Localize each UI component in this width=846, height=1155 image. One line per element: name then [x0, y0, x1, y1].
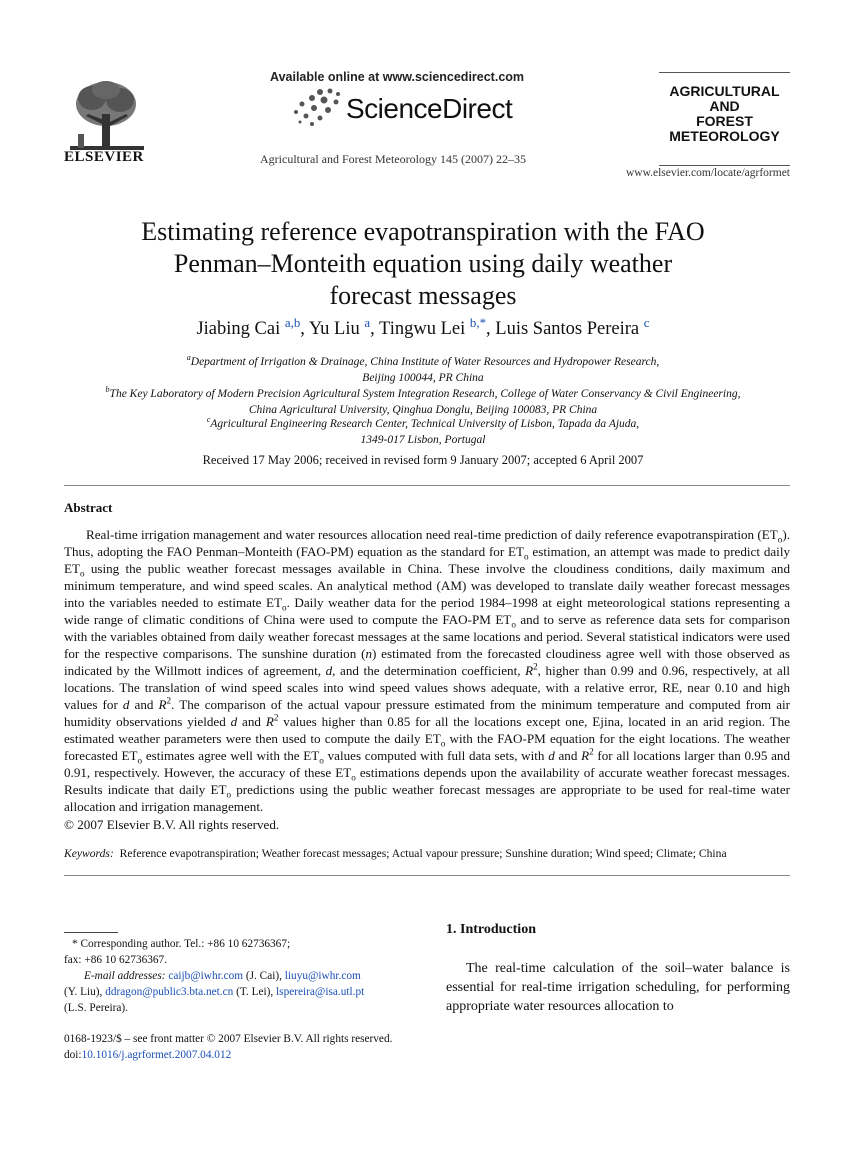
issn-text: 0168-1923/$ – see front matter — [64, 1033, 204, 1045]
abstract-body: Real-time irrigation management and water resources allocation need real-time prediction of daily reference evapotranspiration $(ET_o)$. Thus, adopting the FAO Penman–Monteith (FAO-PM) equation as the standard for $ET_o$ estimation, an attempt was made to predict daily $ET_o$ using the public weather forecast messages available in China. These involve the cloudiness conditions, daily maximum and minimum temperature, and wind speed scales. An analytical method (AM) was developed to translate daily weather forecast messages into the variables needed to estimate $ET_o$. Daily weather data for the period 1984–1998 at eight meteorological stations representing a wide range of climatic conditions of China were used to compute the FAO-PM $ET_o$ and to serve as reference data sets for comparison with the variables obtained from daily weather forecast messages at the same locations and period. Several statistical indicators were used for the respective comparisons. The sunshine duration (n) estimated from the forecasted cloudiness agree well with those observed as indicated by the Willmott indices of agreement, d, and the determination coefficient, $R^2$, higher than 0.99 and 0.96, respectively, at all locations. The translation of wind speed scales into wind speed values shows adequate, with a relative error, RE, near 0.10 and high values for d and $R^2$. The comparison of the actual vapour pressure estimated from the minimum temperature and computed from air humidity observations yielded d and $R^2$ values higher than 0.85 for all the locations except one, Ejina, located in an arid region. The estimated weather parameters were then used to compute the daily $ET_o$ with the FAO-PM equation for the eight locations. The weather forecasted $ET_o$ estimates agree well with the $ET_o$ values computed with full data sets, with d and $R^2$ for all locations larger than 0.95 and 0.91, respectively. However, the accuracy of these $ET_o$ estimations depends upon the availability of accurate weather forecast messages. Results indicate that daily $ET_o$ predictions using the public weather forecast messages are appropriate to be used for real-time water allocation and irrigation management. — [64, 527, 791, 814]
keywords-text: Reference evapotranspiration; Weather forecast messages; Actual vapour pressure; Sunshine duration; Wind speed; Climate; China — [119, 847, 727, 860]
copyright-text: 2007 Elsevier B.V. All rights reserved. — [77, 817, 280, 832]
author-affil-mark[interactable]: a — [364, 314, 371, 330]
email-link[interactable]: lspereira@isa.utl.pt — [276, 986, 365, 998]
doi-link[interactable]: 10.1016/j.agrformet.2007.04.012 — [81, 1049, 232, 1061]
author-affil-mark[interactable]: b,* — [469, 314, 487, 330]
doi-label: doi: — [64, 1049, 82, 1061]
doi-line — [64, 1049, 231, 1061]
footnote-rule — [64, 932, 118, 933]
introduction-text — [446, 959, 790, 1016]
copyright-icon: © — [64, 817, 74, 832]
journal-logo-line: METEOROLOGY — [669, 128, 780, 144]
issn-copyright: 2007 Elsevier B.V. All rights reserved. — [218, 1033, 393, 1045]
sciencedirect-dots-icon — [290, 86, 342, 128]
intro-paragraph: The real-time calculation of the soil–water balance is essential for real-time irrigation scheduling, for performing appropriate water resources allocation to — [446, 961, 790, 1014]
affiliation-a — [60, 354, 786, 386]
email-owner: (J. Cai), — [245, 970, 282, 982]
affil-line: 1349-017 Lisbon, Portugal — [360, 434, 486, 446]
divider — [64, 485, 790, 486]
affil-line: Department of Irrigation & Drainage, China Institute of Water Resources and Hydropower Research, — [190, 356, 660, 368]
author-affil-mark[interactable]: c — [643, 314, 650, 330]
issn-line — [64, 1033, 392, 1045]
footnote-line: fax: +86 10 62736367. — [64, 954, 168, 966]
title-line: Penman–Monteith equation using daily weather — [173, 249, 673, 278]
keywords — [64, 847, 804, 860]
abstract-copyright — [64, 817, 279, 833]
corresponding-author-footnote — [64, 936, 404, 1016]
email-link[interactable]: liuyu@iwhr.com — [284, 970, 361, 982]
divider — [64, 875, 790, 876]
email-owner: (L.S. Pereira). — [64, 1002, 128, 1014]
title-line: Estimating reference evapotranspiration with the FAO — [141, 217, 705, 246]
affiliation-c — [60, 416, 786, 448]
affil-line: Agricultural Engineering Research Center, Technical University of Lisbon, Tapada da Ajuda, — [210, 418, 640, 430]
author-name: Jiabing Cai — [196, 319, 281, 339]
journal-logo-line: FOREST — [696, 113, 753, 129]
available-online-text: Available online at www.sciencedirect.com — [270, 70, 525, 84]
section-heading-introduction: 1. Introduction — [446, 922, 536, 937]
email-label: E-mail addresses: — [84, 970, 166, 982]
affil-line: The Key Laboratory of Modern Precision Agricultural System Integration Research, College of Water Conservancy & Civil Engineering, — [109, 388, 741, 400]
journal-url[interactable]: www.elsevier.com/locate/agrformet — [625, 167, 790, 179]
affil-mark: a — [186, 353, 191, 363]
journal-logo-line: AGRICULTURAL — [669, 83, 780, 99]
email-owner: (Y. Liu), — [64, 986, 103, 998]
email-link[interactable]: ddragon@public3.bta.net.cn — [105, 986, 234, 998]
keywords-label: Keywords: — [64, 847, 114, 860]
author-name: Tingwu Lei — [379, 319, 466, 339]
email-owner: (T. Lei), — [236, 986, 274, 998]
author-name: Yu Liu — [308, 319, 360, 339]
affil-mark: c — [206, 415, 211, 425]
sciencedirect-wordmark: ScienceDirect — [346, 93, 513, 124]
footnote-line: * Corresponding author. Tel.: +86 10 62736367; — [72, 938, 291, 950]
journal-logo-text — [659, 84, 790, 144]
received-dates: Received 17 May 2006; received in revised form 9 January 2007; accepted 6 April 2007 — [202, 453, 644, 467]
affil-mark: b — [105, 385, 110, 395]
abstract-heading: Abstract — [64, 500, 113, 515]
email-link[interactable]: caijb@iwhr.com — [168, 970, 244, 982]
journal-logo-line: AND — [709, 98, 740, 114]
affil-line: China Agricultural University, Qinghua Donglu, Beijing 100083, PR China — [248, 404, 598, 416]
author-affil-mark[interactable]: a,b — [284, 314, 301, 330]
publisher-name: ELSEVIER — [64, 149, 144, 165]
title-line: forecast messages — [329, 281, 517, 310]
copyright-icon: © — [206, 1033, 216, 1045]
article-title — [90, 216, 756, 312]
author-name: Luis Santos Pereira — [495, 319, 640, 339]
author-list: Jiabing Cai $^{a,b}$, Yu Liu $^a$, Tingwu Lei $^{b,*}$, Luis Santos Pereira $^c$ — [196, 314, 650, 339]
affiliation-b — [60, 386, 786, 418]
journal-citation: Agricultural and Forest Meteorology 145 (2007) 22–35 — [260, 152, 526, 166]
affil-line: Beijing 100044, PR China — [362, 372, 484, 384]
